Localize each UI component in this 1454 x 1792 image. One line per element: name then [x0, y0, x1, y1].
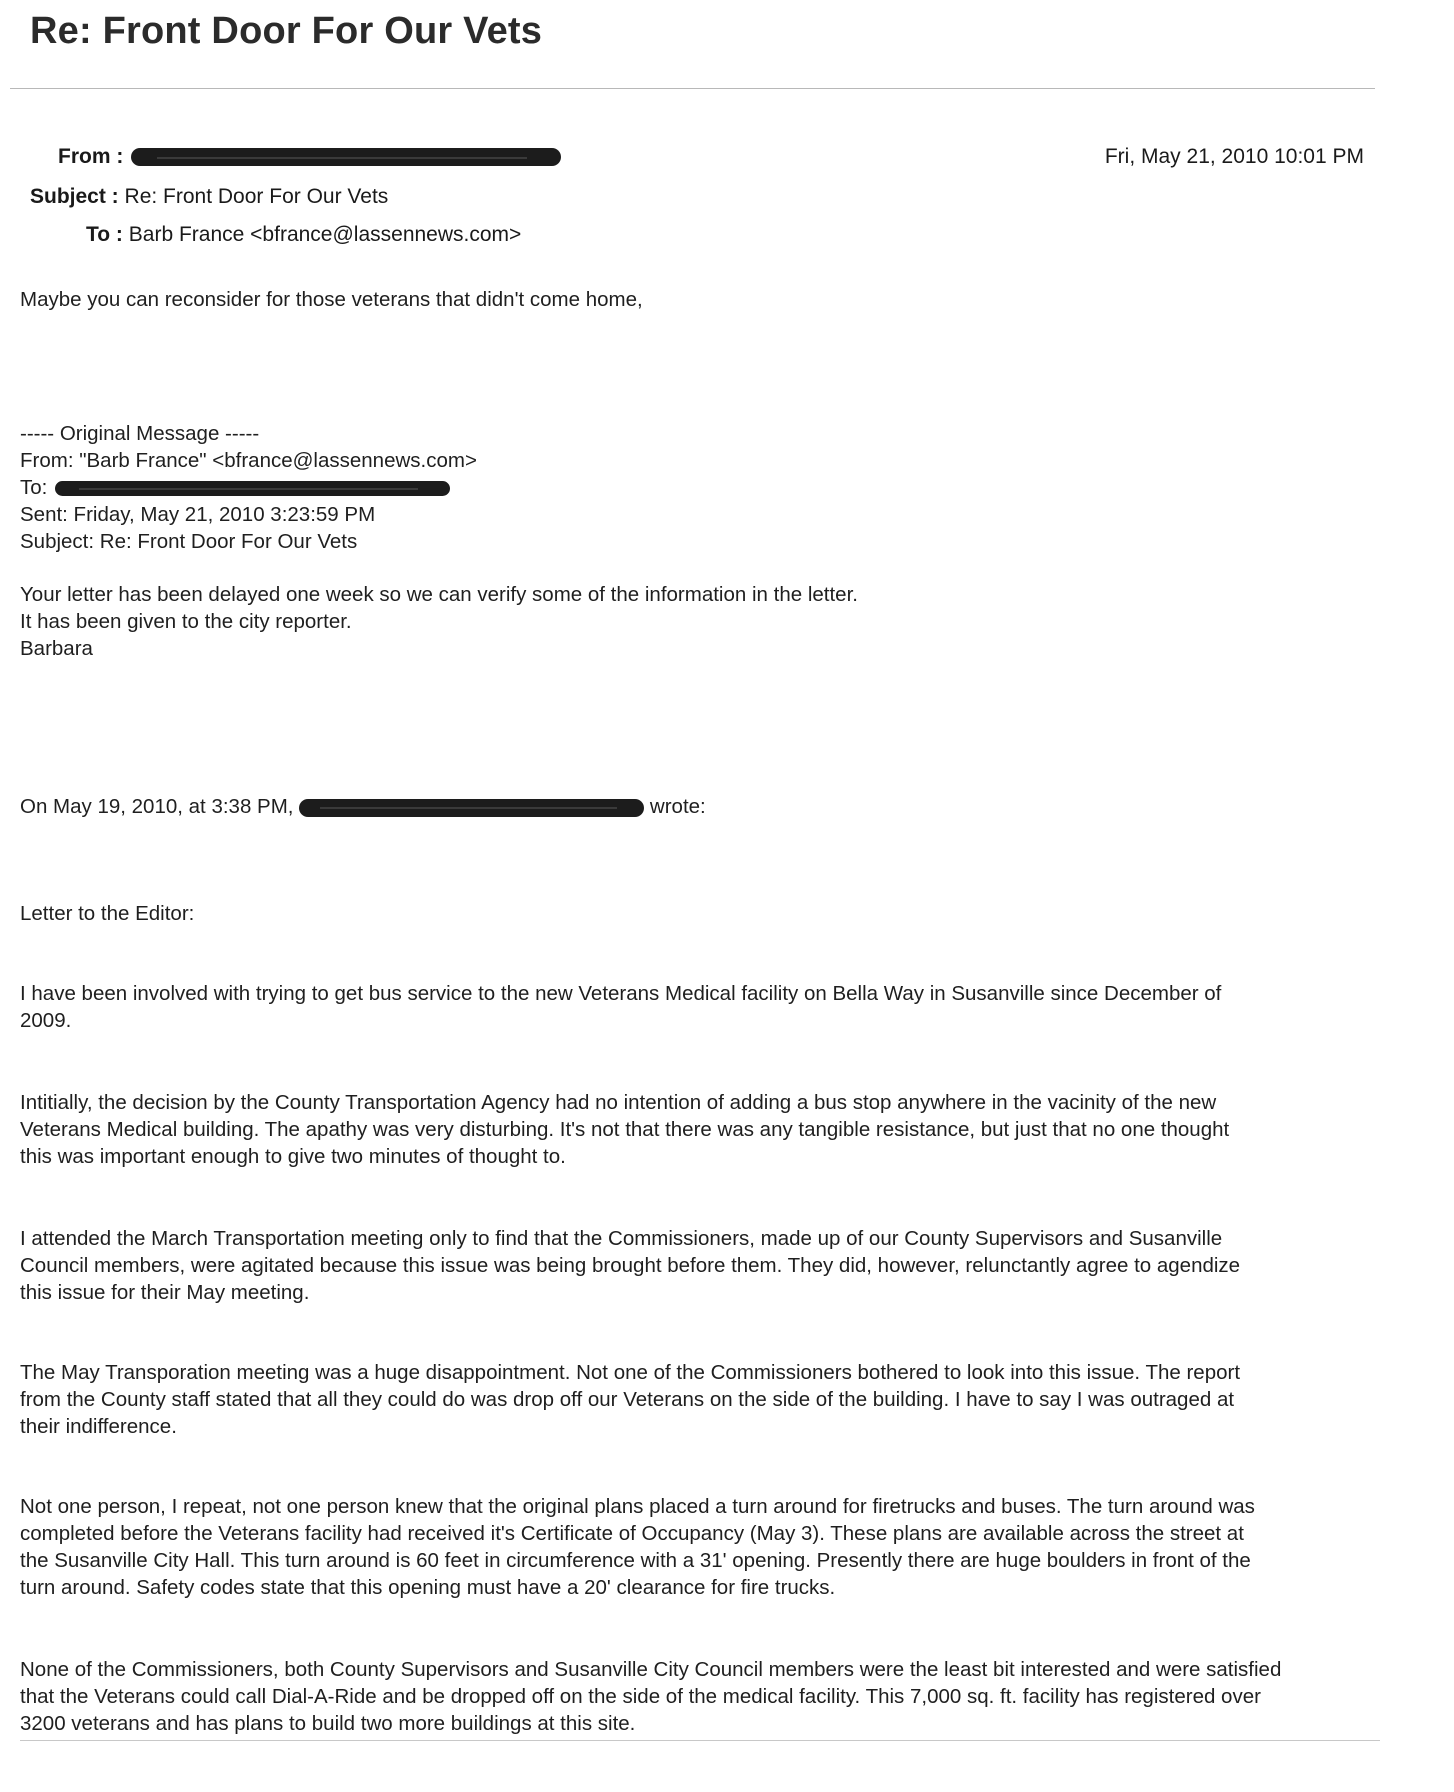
from-label: From : [58, 145, 124, 168]
reply-text: Maybe you can reconsider for those veterans that didn't come home, [20, 288, 643, 311]
subject-label: Subject : [30, 185, 119, 208]
bottom-divider [20, 1740, 1380, 1741]
to-value: Barb France <bfrance@lassennews.com> [128, 223, 522, 246]
letter-paragraph-3: I attended the March Transportation meeting only to find that the Commissioners, made up of our County Supervisors and Susanville Council members, were agitated because this issue was being brought before them. They did, however, relunctantly agree to agendize this issue for their May meeting. [20, 1227, 1241, 1304]
letter-salutation: Letter to the Editor: [20, 902, 195, 925]
email-date: Fri, May 21, 2010 10:01 PM [1104, 145, 1364, 168]
original-body [20, 581, 1370, 662]
original-sent: Sent: Friday, May 21, 2010 3:23:59 PM [20, 503, 376, 526]
letter-paragraph-4: The May Transporation meeting was a huge disappointment. Not one of the Commissioners bothered to look into this issue. The report from the County staff stated that all they could do was drop off our Veterans on the side of the building. I have to say I was outraged at their indifference. [20, 1361, 1241, 1438]
quote-intro-after: wrote: [649, 795, 706, 818]
from-row [58, 145, 561, 169]
original-from: From: "Barb France" <bfrance@lassennews.com> [20, 449, 477, 472]
original-divider: ----- Original Message ----- [20, 422, 260, 445]
subject-value: Re: Front Door For Our Vets [124, 185, 389, 208]
quote-intro [20, 793, 1370, 820]
title-divider [10, 88, 1375, 89]
original-body-line: Your letter has been delayed one week so we can verify some of the information in the letter. [20, 583, 858, 606]
subject-row [30, 185, 388, 209]
redacted-recipient [55, 481, 450, 496]
letter-paragraph-2: Intitially, the decision by the County Transportation Agency had no intention of adding a bus stop anywhere in the vacinity of the new Veterans Medical building. The apathy was very disturbing. It's not that there was any tangible resistance, but just that no one thought this was important enough to give two minutes of thought to. [20, 1091, 1230, 1168]
redacted-author [299, 799, 644, 817]
original-subject: Subject: Re: Front Door For Our Vets [20, 530, 358, 553]
original-to: To: [20, 474, 1370, 501]
to-row [86, 223, 521, 247]
original-body-line: Barbara [20, 637, 93, 660]
to-label: To : [86, 223, 123, 246]
letter-paragraph-6: None of the Commissioners, both County Supervisors and Susanville City Council members were the least bit interested and were satisfied that the Veterans could call Dial-A-Ride and be dropped off on the side of the medical facility. This 7,000 sq. ft. facility has registered over 3200 veterans and has plans to build two more buildings at this site. [20, 1658, 1282, 1735]
quote-intro-before: On May 19, 2010, at 3:38 PM, [20, 795, 294, 818]
email-title: Re: Front Door For Our Vets [30, 10, 543, 52]
letter-paragraph-5: Not one person, I repeat, not one person knew that the original plans placed a turn around for firetrucks and buses. The turn around was completed before the Veterans facility had received it's Certificate of Occupancy (May 3). These plans are available across the street at the Susanville City Hall. This turn around is 60 feet in circumference with a 31' opening. Presently there are huge boulders in front of the turn around. Safety codes state that this opening must have a 20' clearance for fire trucks. [20, 1495, 1255, 1599]
redacted-sender [131, 148, 561, 166]
original-body-line: It has been given to the city reporter. [20, 610, 352, 633]
original-message-header [20, 420, 1370, 555]
letter-paragraph-1: I have been involved with trying to get bus service to the new Veterans Medical facility on Bella Way in Susanville since December of 2009. [20, 982, 1222, 1032]
